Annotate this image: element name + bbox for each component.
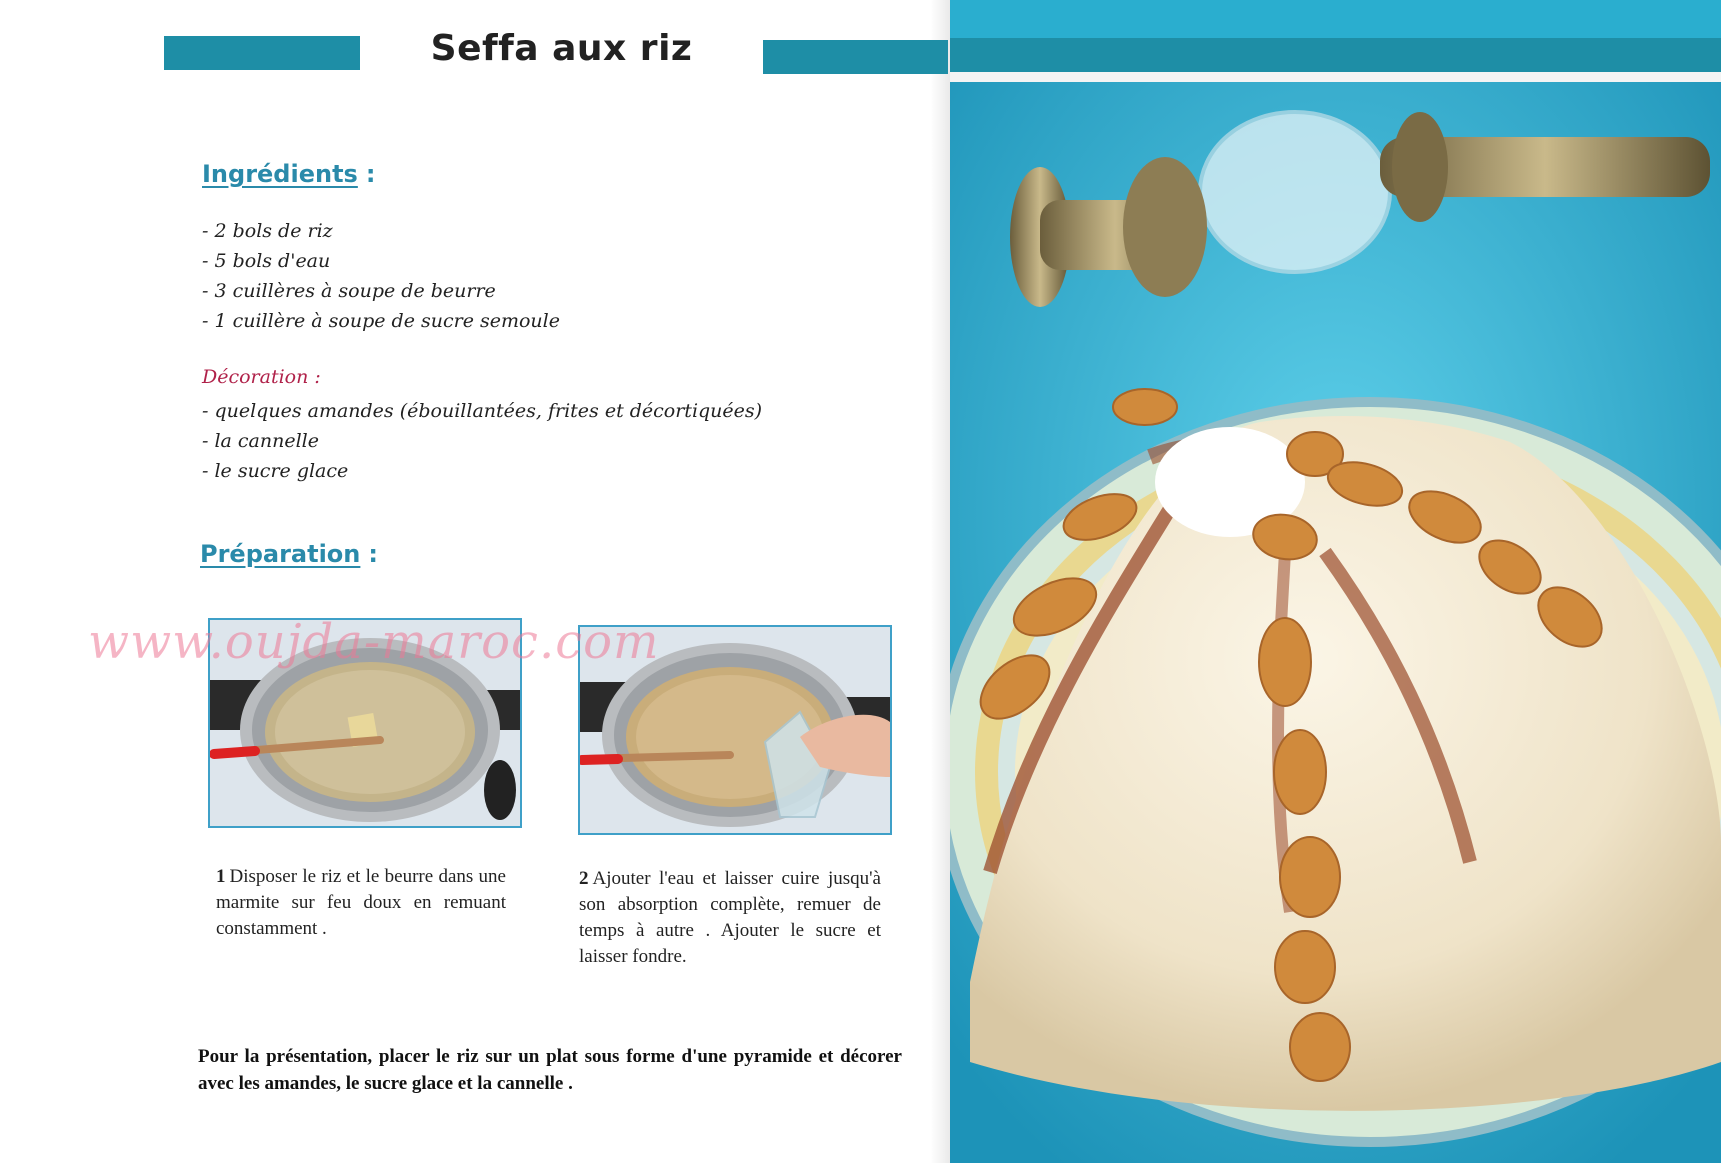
ingredients-heading-text: Ingrédients bbox=[202, 160, 358, 188]
decoration-item: - la cannelle bbox=[202, 430, 319, 452]
recipe-title: Seffa aux riz bbox=[430, 28, 693, 69]
ingredients-heading-colon: : bbox=[365, 160, 376, 188]
ingredient-item: - 2 bols de riz bbox=[202, 220, 333, 242]
preparation-heading bbox=[200, 540, 378, 568]
step-1-text bbox=[216, 864, 506, 942]
ingredients-list bbox=[202, 216, 560, 336]
right-page-photo bbox=[950, 0, 1721, 1163]
step-description: Ajouter l'eau et laisser cuire jusqu'à son absorption complète, remuer de temps à autre . Ajouter le sucre et laisser fondre. bbox=[579, 868, 881, 967]
presentation-paragraph: Pour la présentation, placer le riz sur un plat sous forme d'une pyramide et décorer avec les amandes, le sucre glace et la cannelle . bbox=[198, 1046, 902, 1094]
preparation-heading-colon: : bbox=[368, 540, 378, 568]
title-bar-photo-page bbox=[950, 38, 1721, 72]
decoration-list bbox=[202, 396, 762, 486]
step-description: Disposer le riz et le beurre dans une marmite sur feu doux en remuant constamment . bbox=[216, 866, 506, 939]
watermark: www.oujda-maroc.com bbox=[88, 614, 660, 670]
ingredient-item: - 3 cuillères à soupe de beurre bbox=[202, 280, 496, 302]
preparation-heading-text: Préparation bbox=[200, 540, 361, 568]
seffa-dish-illustration bbox=[950, 82, 1721, 1163]
photo-top-border bbox=[950, 72, 1721, 82]
ingredient-item: - 1 cuillère à soupe de sucre semoule bbox=[202, 310, 560, 332]
title-bar-left bbox=[164, 36, 360, 70]
step-number: 1 bbox=[216, 866, 226, 887]
title-bar-right bbox=[763, 40, 948, 74]
step-number: 2 bbox=[579, 868, 589, 889]
decoration-item: - quelques amandes (ébouillantées, frites et décortiquées) bbox=[202, 400, 763, 422]
decoration-item: - le sucre glace bbox=[202, 460, 349, 482]
ingredients-heading bbox=[202, 160, 375, 188]
ingredient-item: - 5 bols d'eau bbox=[202, 250, 331, 272]
step-2-text bbox=[579, 866, 881, 970]
decoration-label: Décoration : bbox=[202, 366, 321, 388]
